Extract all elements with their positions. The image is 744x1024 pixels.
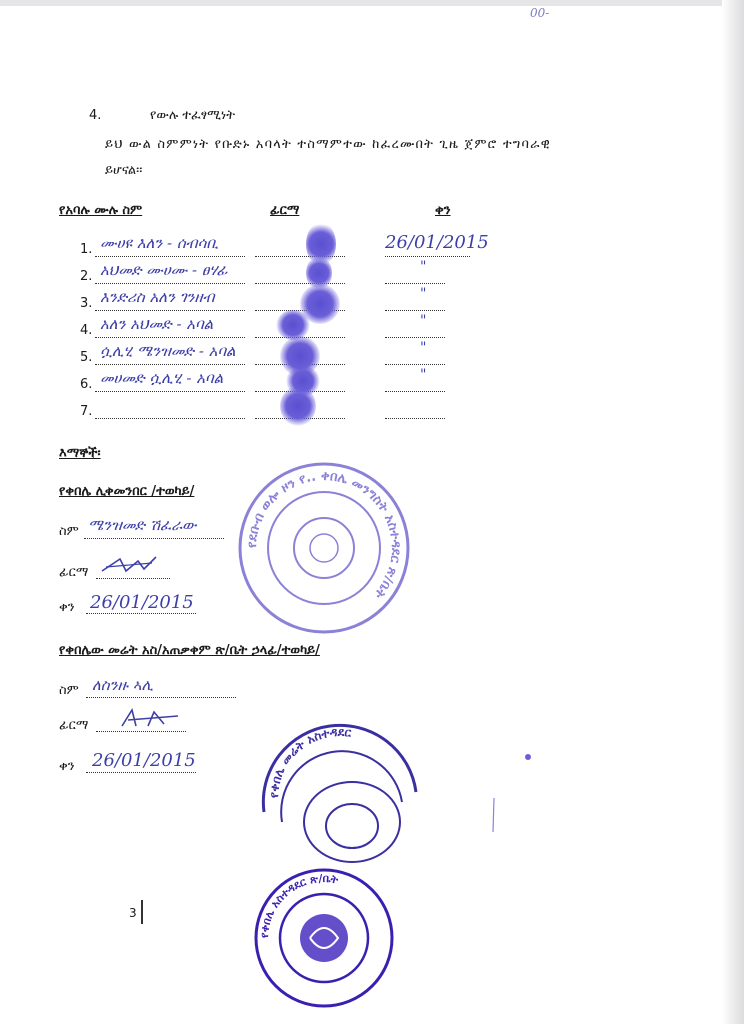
svg-text:የቀበሌ መሬት አስተዳደር — [267, 725, 352, 798]
row-name-line — [95, 310, 245, 311]
office-date-line — [86, 772, 196, 773]
row-date-line — [385, 364, 445, 365]
section-title: የውሉ ተፈፃሚነት — [150, 108, 235, 123]
stamp1-text: የደቡብ ወሎ ዞን የ.. ቀበሌ መንግስት አስተዳደር ጽ/ቤት — [244, 468, 404, 602]
row-number: 1. — [80, 242, 93, 257]
row-number: 2. — [80, 269, 93, 284]
witnesses-title: እማኞች፡ — [59, 446, 101, 461]
header-member-name: የአባሉ ሙሉ ስም — [59, 203, 143, 218]
row-member-name: ሷሊሂ ሜንዝመድ - አባል — [100, 342, 236, 360]
page-number-rule — [141, 900, 143, 924]
office-signature-scribble — [118, 706, 188, 732]
row-member-name: ሙሀዩ እለን - ሰብሳቢ — [100, 234, 219, 252]
fingerprint-4 — [276, 310, 310, 340]
row-date: 26/01/2015 — [385, 232, 489, 253]
row-date: " — [420, 340, 427, 356]
row-name-line — [95, 364, 245, 365]
receiver-name-value: ሜንዝመድ ሽፈራው — [88, 516, 197, 534]
row-number: 5. — [80, 350, 93, 365]
land-office-stamp — [252, 722, 428, 868]
office-name-line — [86, 697, 236, 698]
header-date: ቀን — [435, 203, 451, 218]
row-name-line — [95, 283, 245, 284]
row-number: 3. — [80, 296, 93, 311]
row-number: 6. — [80, 377, 93, 392]
row-signature-line — [255, 283, 345, 284]
receiver-signature-line — [96, 578, 170, 579]
row-date-line — [385, 337, 445, 338]
row-date: " — [420, 259, 427, 275]
office-date-value: 26/01/2015 — [92, 750, 196, 771]
row-date-line — [385, 418, 445, 419]
fingerprint-7 — [280, 386, 316, 426]
row-date-line — [385, 310, 445, 311]
kebele-admin-stamp — [252, 866, 396, 1010]
receiver-date-value: 26/01/2015 — [90, 592, 194, 613]
stamp3-text: የቀበሌ አስተዳደር ጽ/ቤት — [257, 871, 340, 939]
page-top-edge — [0, 0, 744, 6]
corner-mark: 00- — [530, 6, 550, 20]
row-date-line — [385, 391, 445, 392]
ink-dot — [522, 750, 534, 764]
section-body-line-2: ይሆናል፡፡ — [105, 163, 143, 178]
row-name-line — [95, 337, 245, 338]
page-right-edge — [722, 0, 744, 1024]
page-number: 3 — [129, 906, 137, 920]
row-name-line — [95, 418, 245, 419]
receiver-name-line — [84, 538, 224, 539]
row-date-line — [385, 256, 470, 257]
row-number: 7. — [80, 404, 93, 419]
ink-stroke — [490, 796, 498, 836]
row-member-name: መሀመድ ሷሊሂ - አባል — [100, 369, 224, 387]
header-signature: ፊርማ — [270, 203, 300, 218]
row-date: " — [420, 286, 427, 302]
office-name-label: ስም — [59, 683, 79, 698]
kebele-seal-stamp — [232, 456, 416, 640]
stamp2-text: የቀበሌ መሬት አስተዳደር — [266, 724, 353, 799]
receiver-date-line — [86, 613, 196, 614]
row-member-name: አለን አህመድ - አባል — [100, 315, 214, 333]
row-date: " — [420, 367, 427, 383]
office-signature-label: ፊርማ — [59, 718, 89, 733]
receiver-name-label: ስም — [59, 524, 79, 539]
row-member-name: አህመድ ሙሀሙ - ፀሃፊ — [100, 261, 228, 279]
office-heading: የቀበሌው መሬት አስ/አጠቃቀም ጽ/ቤት ኃላፊ/ተወካይ/ — [59, 643, 320, 658]
row-name-line — [95, 391, 245, 392]
office-date-label: ቀን — [59, 759, 75, 774]
row-member-name: እንድሪስ አለን ገንዘብ — [100, 288, 215, 306]
receiver-signature-scribble — [100, 555, 160, 577]
row-date-line — [385, 283, 445, 284]
row-number: 4. — [80, 323, 93, 338]
office-name-value: ለስንዙ ኣሊ — [92, 676, 154, 694]
receiver-signature-label: ፊርማ — [59, 565, 89, 580]
row-name-line — [95, 256, 245, 257]
receiver-heading: የቀበሌ ሊቀመንበር /ተወካይ/ — [59, 484, 195, 499]
receiver-date-label: ቀን — [59, 600, 75, 615]
section-body-line-1: ይህ ውል ስምምነት የቡድኑ አባላት ተስማምተው ከፈረሙበት ጊዜ ጀምሮ ተግባራዊ — [105, 137, 551, 152]
row-date: " — [420, 313, 427, 329]
section-number: 4. — [89, 108, 102, 123]
